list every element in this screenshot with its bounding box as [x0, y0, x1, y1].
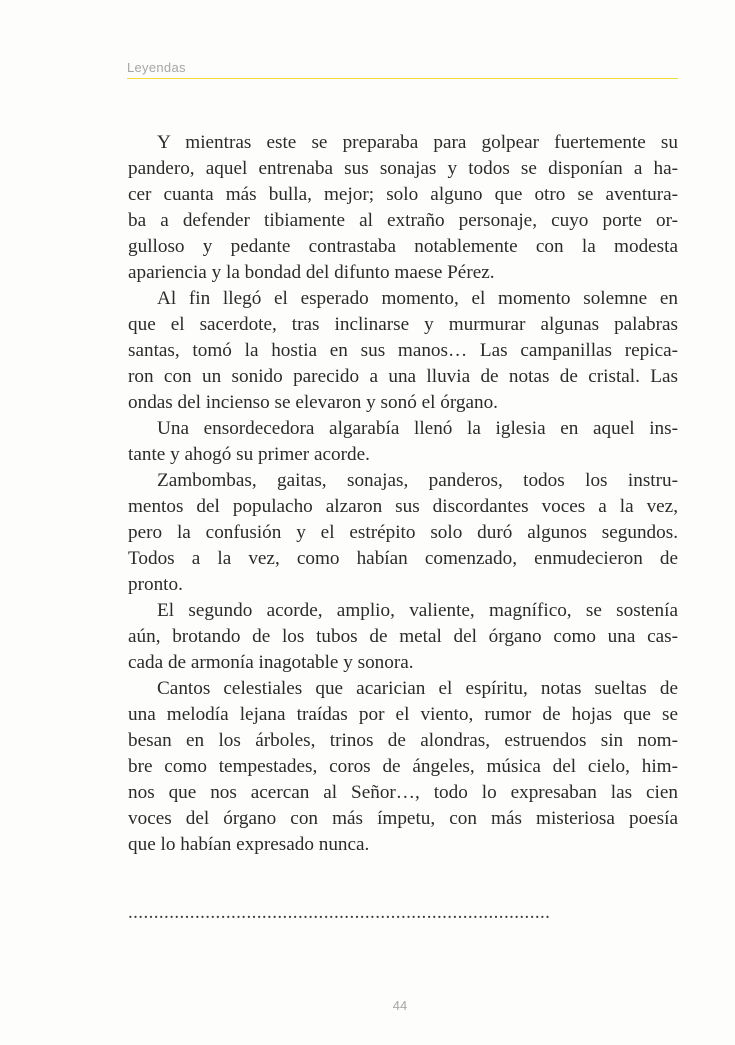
text-line: Y mientras este se preparaba para golpear fuertemente su: [157, 132, 678, 153]
text-line: cer cuanta más bulla, mejor; solo alguno que otro se aventura-: [128, 184, 678, 205]
text-line: bre como tempestades, coros de ángeles, música del cielo, him-: [128, 756, 678, 777]
paragraph: [128, 468, 678, 598]
text-line: Todos a la vez, como habían comenzado, enmudecieron de: [128, 548, 678, 569]
paragraph: [128, 598, 678, 676]
paragraph: [128, 130, 678, 286]
text-line: pandero, aquel entrenaba sus sonajas y todos se disponían a ha-: [128, 158, 678, 179]
text-line: pronto.: [128, 574, 183, 595]
text-line: Al fin llegó el esperado momento, el momento solemne en: [157, 288, 678, 309]
text-line: pero la confusión y el estrépito solo duró algunos segundos.: [128, 522, 678, 543]
text-line: ondas del incienso se elevaron y sonó el órgano.: [128, 392, 498, 413]
text-line: santas, tomó la hostia en sus manos… Las campanillas repica-: [128, 340, 678, 361]
text-line: Zambombas, gaitas, sonajas, panderos, todos los instru-: [157, 470, 678, 491]
paragraph: [128, 676, 678, 858]
paragraph: [128, 286, 678, 416]
running-head-title: Leyendas: [127, 60, 186, 75]
text-line: gulloso y pedante contrastaba notablemente con la modesta: [128, 236, 678, 257]
text-line: besan en los árboles, trinos de alondras, estruendos sin nom-: [128, 730, 678, 751]
text-line: una melodía lejana traídas por el viento, rumor de hojas que se: [128, 704, 678, 725]
text-line: apariencia y la bondad del difunto maese Pérez.: [128, 262, 495, 283]
text-line: cada de armonía inagotable y sonora.: [128, 652, 414, 673]
text-line: que el sacerdote, tras inclinarse y murmurar algunas palabras: [128, 314, 678, 335]
text-line: Una ensordecedora algarabía llenó la iglesia en aquel ins-: [157, 418, 678, 439]
text-line: mentos del populacho alzaron sus discordantes voces a la vez,: [128, 496, 678, 517]
text-line: El segundo acorde, amplio, valiente, magnífico, se sostenía: [157, 600, 678, 621]
text-line: ron con un sonido parecido a una lluvia de notas de cristal. Las: [128, 366, 678, 387]
text-line: que lo habían expresado nunca.: [128, 834, 370, 855]
text-line: tante y ahogó su primer acorde.: [128, 444, 370, 465]
body-text: [128, 130, 678, 858]
paragraph: [128, 416, 678, 468]
text-line: aún, brotando de los tubos de metal del órgano como una cas-: [128, 626, 678, 647]
text-line: Cantos celestiales que acarician el espíritu, notas sueltas de: [157, 678, 678, 699]
text-line: nos que nos acercan al Señor…, todo lo expresaban las cien: [128, 782, 678, 803]
page-number: 44: [392, 998, 408, 1013]
text-line: ba a defender tibiamente al extraño personaje, cuyo porte or-: [128, 210, 678, 231]
header-rule: [127, 78, 678, 79]
ellipsis-separator: ..................................................................................: [128, 902, 551, 923]
text-line: voces del órgano con más ímpetu, con más misteriosa poesía: [128, 808, 678, 829]
